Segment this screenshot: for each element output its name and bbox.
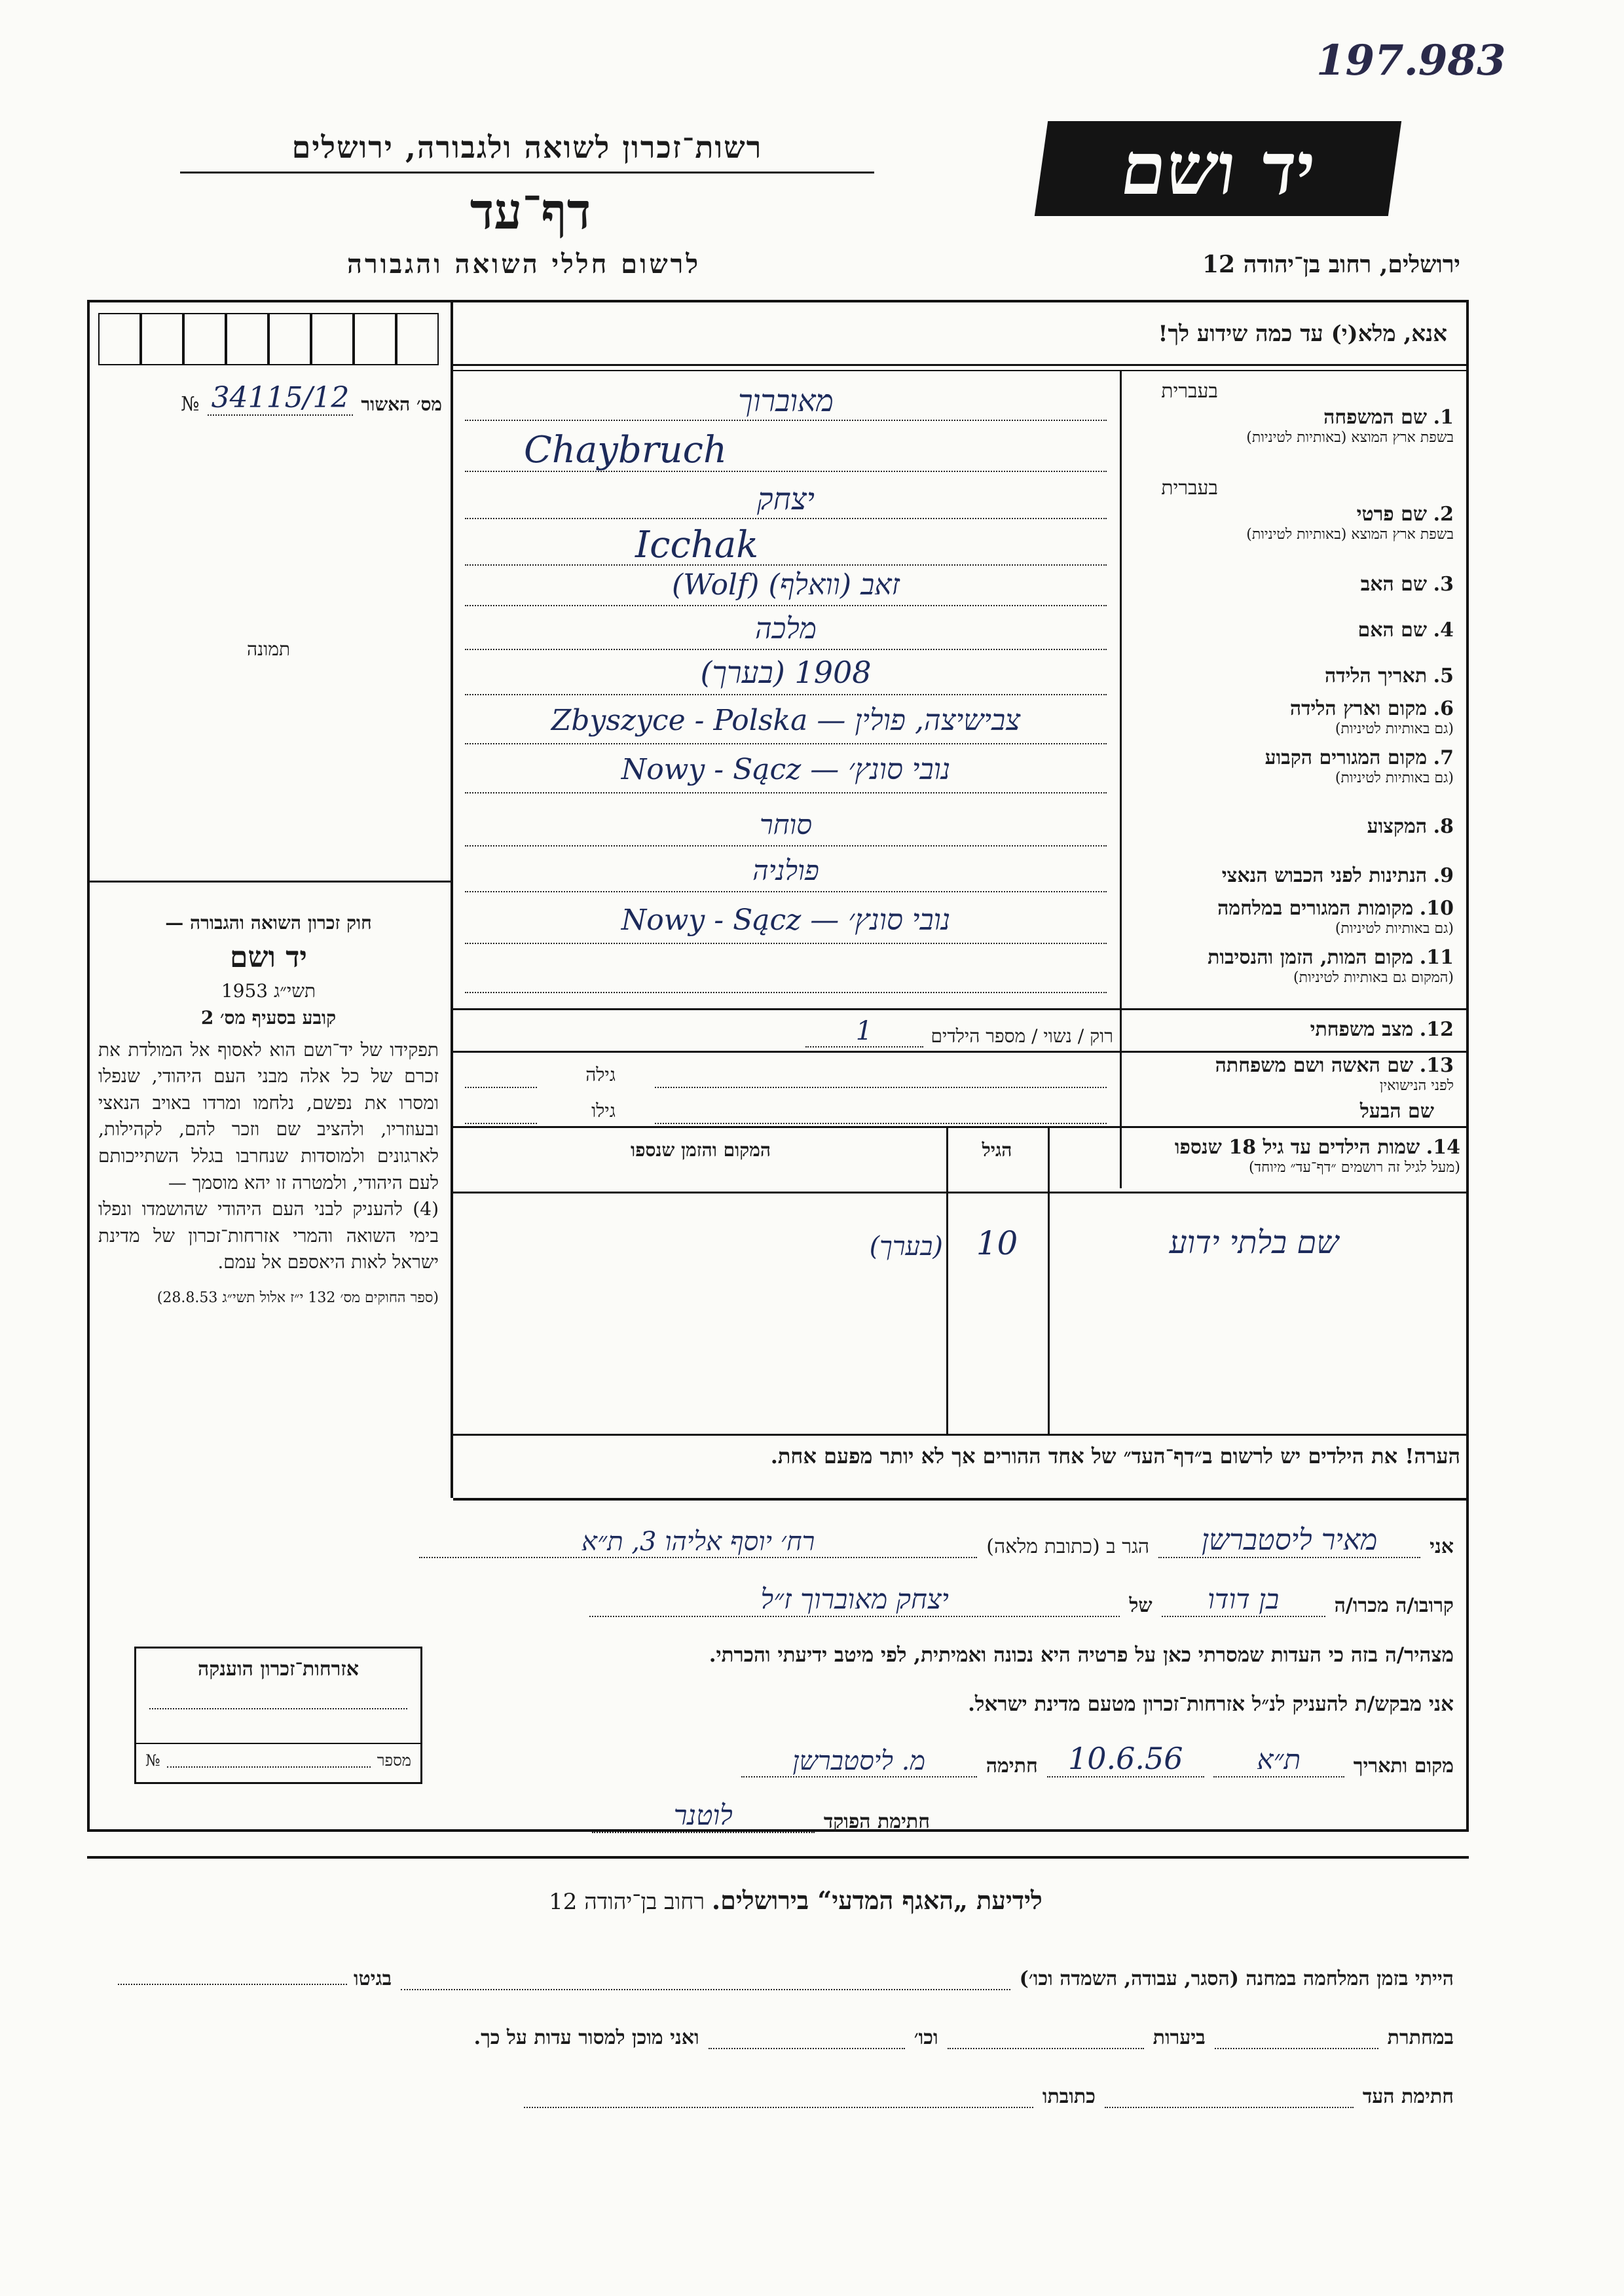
residing-label: הגר ב (כתובת מלאה) bbox=[986, 1535, 1150, 1558]
place-date-label: מקום ותאריך bbox=[1353, 1755, 1454, 1777]
field-2-label bbox=[1126, 503, 1454, 543]
footer-title-row bbox=[393, 1886, 1198, 1916]
citizenship-request: אני מבקש/ת להעניק לנ״ל אזרחות־זכרון מטעם מדינת ישראל. bbox=[968, 1692, 1454, 1716]
yad-vashem-logo bbox=[1035, 121, 1401, 216]
field-13-label bbox=[1126, 1054, 1454, 1094]
permanent-residence[interactable]: Nowy - Sącz — נובי סונץ׳ bbox=[465, 753, 1107, 793]
field-2-sub: בשפת ארץ המוצא (באותיות לטיניות) bbox=[1246, 526, 1454, 543]
first-name-latin[interactable]: Icchak bbox=[465, 524, 1107, 566]
field-1-sub: בשפת ארץ המוצא (באותיות לטיניות) bbox=[1246, 429, 1454, 446]
field-11-sub: (המקום גם באותיות לטיניות) bbox=[1293, 970, 1454, 986]
logo-text: יד ושם bbox=[1115, 126, 1321, 211]
field-1-text: שם המשפחה bbox=[1323, 406, 1428, 429]
child-name[interactable]: שם בלתי ידוע bbox=[1169, 1224, 1339, 1261]
field-3-num: 3. bbox=[1433, 573, 1454, 596]
field-12-label bbox=[1126, 1018, 1454, 1041]
field-8-text: המקצוע bbox=[1367, 815, 1428, 838]
label-column-divider bbox=[1120, 370, 1122, 1188]
witness-signature-label: חתימת העד bbox=[1362, 2085, 1454, 2108]
law-body: תפקידו של יד־ושם הוא לאסוף אל המולדת את זכרם של כל אלה מבני העם היהודי, שנפלו ומסרו את נפשם, נלחמו ומרדו באויב הנאצי ובעוזריו, ולהציב שם וזכר להם, לקהילות, לארגונים ולמוסדות שנחרבו בגלל השתייכותם לעם היהודי, ולמטרה זו יהא מוסמך — bbox=[98, 1038, 439, 1194]
in-hebrew-label: בעברית bbox=[1161, 477, 1218, 500]
field-8-label bbox=[1126, 815, 1454, 838]
field-9-label bbox=[1126, 864, 1454, 887]
approval-value: 34115/12 bbox=[208, 381, 354, 416]
field-5-label bbox=[1126, 665, 1454, 687]
field-10-text: מקומות המגורים במלחמה bbox=[1217, 897, 1414, 920]
witness-address-field[interactable] bbox=[524, 2087, 1033, 2108]
footer-underground-field[interactable] bbox=[1215, 2028, 1378, 2049]
footer-forests-field[interactable] bbox=[948, 2028, 1144, 2049]
law-text bbox=[98, 910, 439, 1309]
declarant-address[interactable]: רח׳ יוסף אליהו 3, ת״א bbox=[419, 1526, 977, 1558]
declarant-name[interactable]: מאיר ליסטברשן bbox=[1158, 1523, 1420, 1558]
husband-age-field[interactable] bbox=[465, 1093, 537, 1124]
profession[interactable]: סוחר bbox=[465, 809, 1107, 847]
footer-ghetto-label: בגיטו bbox=[354, 1967, 392, 1990]
instruction-underline bbox=[453, 364, 1469, 366]
footer-address: רחוב בן־יהודה 12 bbox=[549, 1889, 705, 1915]
date-value[interactable]: 10.6.56 bbox=[1047, 1741, 1204, 1777]
field-14-num: 14. bbox=[1426, 1136, 1460, 1159]
form-subtitle: לרשום חללי השואה והגבורה bbox=[346, 249, 701, 280]
footer-line-2 bbox=[105, 2013, 1454, 2049]
field-5-num: 5. bbox=[1433, 665, 1454, 687]
field-6-num: 6. bbox=[1433, 697, 1454, 720]
row-sep bbox=[453, 1192, 1469, 1194]
logo-address: ירושלים, רחוב בן־יהודה 12 bbox=[1202, 251, 1460, 278]
field-3-text: שם האב bbox=[1360, 573, 1428, 596]
declarant-signature[interactable]: מ. ליסטברשן bbox=[741, 1745, 977, 1777]
birth-date[interactable]: 1908 (בערך) bbox=[465, 655, 1107, 695]
field-1-num: 1. bbox=[1433, 406, 1454, 429]
field-7-sub: (גם באותיות לטיניות) bbox=[1335, 770, 1454, 786]
footer-etc-label: וכו׳ bbox=[913, 2026, 938, 2049]
wife-age-label: גילה bbox=[585, 1064, 616, 1085]
footer-testimony-label: ואני מוכן למסור עדות על כך. bbox=[473, 2026, 699, 2049]
wife-name-field[interactable] bbox=[655, 1057, 1107, 1088]
footer-camp-field[interactable] bbox=[401, 1969, 1010, 1990]
row-sep bbox=[453, 370, 1469, 371]
form-title: דף־עד bbox=[470, 182, 591, 240]
father-name[interactable]: זאב (וואלף) (Wolf) bbox=[465, 568, 1107, 606]
footer-separator bbox=[87, 1856, 1469, 1859]
note-text: הערה! את הילדים יש לרשום ב״דף־העד״ של אחד ההורים אך לא יותר מפעם אחת. bbox=[770, 1444, 1460, 1468]
surname-hebrew[interactable]: מאוברוך bbox=[465, 383, 1107, 421]
citizenship[interactable]: פולניה bbox=[465, 854, 1107, 892]
field-13-sub: לפני הנישואין bbox=[1379, 1078, 1454, 1094]
death-place-field[interactable] bbox=[465, 966, 1107, 993]
officer-signature[interactable]: לוטנר bbox=[592, 1799, 815, 1833]
birth-place[interactable]: Zbyszyce - Polska — צבישיצה, פולין bbox=[465, 704, 1107, 744]
footer-line-1 bbox=[354, 1954, 1454, 1990]
marital-options[interactable]: רוק / נשוי / מספר הילדים bbox=[931, 1025, 1113, 1047]
field-14-text: שמות הילדים עד גיל 18 שנספו bbox=[1174, 1136, 1420, 1159]
approval-number-row bbox=[115, 376, 442, 416]
field-6-sub: (גם באותיות לטיניות) bbox=[1335, 721, 1454, 737]
i-label: אני bbox=[1430, 1535, 1454, 1558]
field-11-num: 11. bbox=[1419, 946, 1454, 969]
field-1-hebrew-tag bbox=[1126, 380, 1218, 403]
children-col-divider bbox=[1048, 1126, 1050, 1434]
authority-underline bbox=[180, 172, 874, 173]
child-age[interactable]: 10 bbox=[976, 1224, 1018, 1262]
field-13-text: שם האשה ושם משפחתה bbox=[1215, 1054, 1414, 1077]
law-name: יד ושם bbox=[230, 940, 307, 974]
citizenship-box-line bbox=[149, 1705, 407, 1709]
officer-label: חתימת הפוקד bbox=[823, 1810, 930, 1833]
law-year: תשי״ג 1953 bbox=[221, 980, 316, 1002]
field-10-sub: (גם באותיות לטיניות) bbox=[1335, 920, 1454, 937]
footer-camp-label: הייתי בזמן המלחמה במחנה (הסגר, עבודה, השמדה וכו׳) bbox=[1019, 1967, 1454, 1990]
officer-line bbox=[471, 1791, 930, 1833]
footer-forests-label: ביערות bbox=[1153, 2026, 1206, 2049]
field-3-label bbox=[1126, 573, 1454, 596]
field-11-label bbox=[1126, 946, 1454, 986]
authority-name: רשות־זכרון לשואה ולגבורה, ירושלים bbox=[291, 130, 763, 165]
instruction: אנא, מלא(י) עד כמה שידוע לך! bbox=[1158, 321, 1447, 347]
footer-underground-label: במחתרת bbox=[1387, 2026, 1454, 2049]
footer-etc-field[interactable] bbox=[709, 2028, 905, 2049]
field-9-num: 9. bbox=[1433, 864, 1454, 887]
field-9-text: הנתינות לפני הכבוש הנאצי bbox=[1221, 864, 1428, 887]
citizenship-box-title: אזרחות־זכרון הוענקה bbox=[197, 1658, 360, 1681]
citizenship-box bbox=[134, 1647, 422, 1784]
field-6-label bbox=[1126, 697, 1454, 737]
field-10-label bbox=[1126, 897, 1454, 937]
field-12-text: מצב משפחתי bbox=[1310, 1018, 1414, 1041]
field-5-text: תאריך הלידה bbox=[1324, 665, 1428, 687]
child-place[interactable]: (בערך) bbox=[869, 1231, 943, 1262]
declaration-line-1 bbox=[419, 1512, 1454, 1558]
code-boxes bbox=[98, 313, 439, 365]
approval-label: מס׳ האשור bbox=[361, 393, 442, 415]
relation-value[interactable]: בן דודו bbox=[1162, 1583, 1325, 1617]
row-sep bbox=[453, 1126, 1469, 1128]
field-6-text: מקום וארץ הלידה bbox=[1289, 697, 1428, 720]
law-body-2: (4) להעניק לבני העם היהודי שהושמדו ונפלו בימי השואה והמרי אזרחות־זכרון של מדינת ישראל לאות היאספם אל עמם. bbox=[98, 1198, 439, 1273]
footer-ghetto-field[interactable] bbox=[118, 1984, 347, 1985]
field-7-num: 7. bbox=[1433, 746, 1454, 769]
place-value[interactable]: ת״א bbox=[1213, 1743, 1344, 1777]
wartime-residence[interactable]: Nowy - Sącz — נובי סונץ׳ bbox=[465, 903, 1107, 944]
field-4-label bbox=[1126, 619, 1454, 642]
relation-label: קרובו/ה מכרו/ה bbox=[1334, 1594, 1454, 1617]
field-8-num: 8. bbox=[1433, 815, 1454, 838]
row-sep bbox=[453, 1434, 1469, 1436]
number-symbol: № bbox=[145, 1751, 160, 1770]
field-1-label bbox=[1126, 406, 1454, 446]
children-place-header: המקום והזמן שנספו bbox=[631, 1139, 771, 1161]
photo-bottom-line bbox=[88, 881, 452, 883]
law-clause: קובע בסעיף מס׳ 2 bbox=[200, 1006, 337, 1029]
left-column-divider bbox=[451, 300, 453, 1498]
children-age-header: הגיל bbox=[982, 1139, 1012, 1161]
photo-area bbox=[98, 426, 439, 871]
law-title: חוק זכרון השואה והגבורה — bbox=[165, 912, 372, 934]
photo-label: תמונה bbox=[246, 638, 291, 660]
of-label: של bbox=[1129, 1594, 1153, 1617]
field-2-text: שם פרטי bbox=[1356, 503, 1428, 526]
field-14-label bbox=[1054, 1136, 1460, 1176]
husband-name-field[interactable] bbox=[655, 1093, 1107, 1124]
footer-line-3 bbox=[524, 2072, 1454, 2108]
signature-label: חתימה bbox=[986, 1755, 1038, 1777]
husband-label: שם הבעל bbox=[1359, 1100, 1434, 1123]
children-count[interactable]: 1 bbox=[805, 1016, 923, 1048]
row-sep bbox=[453, 1051, 1469, 1053]
row-sep bbox=[453, 1008, 1469, 1010]
row-sep bbox=[453, 1498, 1469, 1501]
field-2-num: 2. bbox=[1433, 503, 1454, 526]
number-label: מספר bbox=[377, 1751, 411, 1770]
deceased-name[interactable]: יצחק מאוברוך ז״ל bbox=[589, 1583, 1120, 1617]
surname-latin[interactable]: Chaybruch bbox=[465, 429, 1107, 472]
field-4-text: שם האם bbox=[1357, 619, 1428, 642]
number-field[interactable] bbox=[167, 1753, 371, 1768]
declaration-statement: מצהיר/ה בזה כי העדות שמסרתי כאן על פרטיה היא נכונה ואמיתית, לפי מיטב ידיעתי והכרתי. bbox=[709, 1643, 1454, 1667]
wife-age-field[interactable] bbox=[465, 1057, 537, 1088]
first-name-hebrew[interactable]: יצחק bbox=[465, 481, 1107, 519]
note bbox=[458, 1444, 1460, 1468]
field-4-num: 4. bbox=[1433, 619, 1454, 642]
law-reference: (ספר החוקים מס׳ 132 י״ז אלול תשי״ג 28.8.53) bbox=[157, 1289, 439, 1306]
field-14-sub: (מעל לגיל זה רושמים ״דף־עד״ מיוחד) bbox=[1248, 1159, 1460, 1176]
witness-signature-field[interactable] bbox=[1105, 2087, 1354, 2108]
marital-status-row bbox=[602, 1015, 1113, 1048]
field-7-text: מקום המגורים הקבוע bbox=[1264, 746, 1428, 769]
in-hebrew-label: בעברית bbox=[1161, 380, 1218, 403]
citizenship-box-number-row bbox=[136, 1743, 420, 1777]
field-13-num: 13. bbox=[1419, 1054, 1454, 1077]
husband-age-label: גילו bbox=[591, 1100, 616, 1121]
field-11-text: מקום המות, הזמן והנסיבות bbox=[1208, 946, 1414, 969]
approval-symbol: № bbox=[181, 393, 200, 416]
field-12-num: 12. bbox=[1419, 1018, 1454, 1041]
footer-title: לידיעת „האגף המדעי“ בירושלים. bbox=[711, 1886, 1043, 1915]
declaration-line-2 bbox=[589, 1571, 1454, 1617]
declaration-line-3 bbox=[445, 1728, 1454, 1777]
field-2-hebrew-tag bbox=[1126, 477, 1218, 500]
witness-address-label: כתובתו bbox=[1042, 2085, 1096, 2108]
children-col-divider bbox=[946, 1126, 948, 1434]
mother-name[interactable]: מלכה bbox=[465, 612, 1107, 650]
field-7-label bbox=[1126, 746, 1454, 786]
field-10-num: 10. bbox=[1419, 897, 1454, 920]
archive-number: 197.983 bbox=[1316, 36, 1506, 85]
